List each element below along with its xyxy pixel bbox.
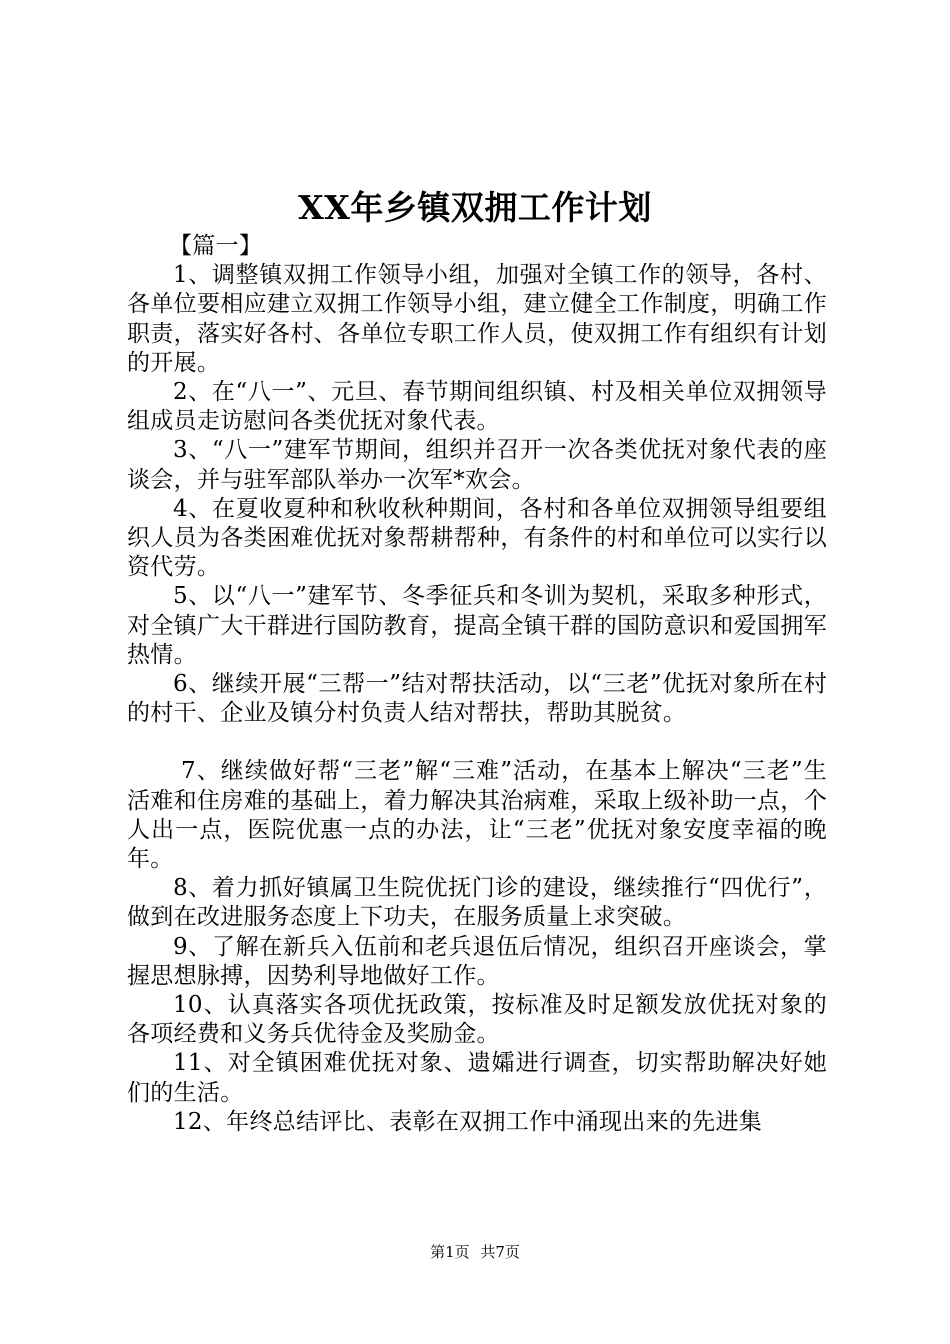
paragraph-6: 6、继续开展“三帮一”结对帮扶活动，以“三老”优抚对象所在村的村干、企业及镇分村负责人结对帮扶，帮助其脱贫。	[127, 671, 827, 727]
paragraph-8: 8、着力抓好镇属卫生院优抚门诊的建设，继续推行“四优行”，做到在改进服务态度上下功夫，在服务质量上求突破。	[127, 875, 827, 931]
paragraph-3: 3、“八一”建军节期间，组织并召开一次各类优抚对象代表的座谈会，并与驻军部队举办一次军*欢会。	[127, 437, 827, 493]
paragraph-5: 5、以“八一”建军节、冬季征兵和冬训为契机，采取多种形式，对全镇广大干群进行国防教育，提高全镇干群的国防意识和爱国拥军热情。	[127, 583, 827, 668]
paragraph-10: 10、认真落实各项优抚政策，按标准及时足额发放优抚对象的各项经费和义务兵优待金及奖励金。	[127, 992, 827, 1048]
document-title: XX年乡镇双拥工作计划	[298, 188, 652, 227]
document-body	[127, 232, 827, 1137]
paragraph-12: 12、年终总结评比、表彰在双拥工作中涌现出来的先进集	[173, 1108, 763, 1135]
paragraph-7: 7、继续做好帮“三老”解“三难”活动，在基本上解决“三老”生活难和住房难的基础上，着力解决其治病难，采取上级补助一点，个人出一点，医院优惠一点的办法，让“三老”优抚对象安度幸福的晚年。	[127, 758, 827, 873]
paragraph-2: 2、在“八一”、元旦、春节期间组织镇、村及相关单位双拥领导组成员走访慰问各类优抚对象代表。	[127, 379, 827, 435]
paragraph-11: 11、对全镇困难优抚对象、遗孀进行调查，切实帮助解决好她们的生活。	[127, 1050, 827, 1106]
section-label: 【篇一】	[169, 233, 263, 259]
page-number: 第1页 共7页	[430, 1243, 520, 1261]
paragraph-4: 4、在夏收夏种和秋收秋种期间，各村和各单位双拥领导组要组织人员为各类困难优抚对象帮耕帮种，有条件的村和单位可以实行以资代劳。	[127, 495, 827, 581]
paragraph-1: 1、调整镇双拥工作领导小组，加强对全镇工作的领导，各村、各单位要相应建立双拥工作领导小组，建立健全工作制度，明确工作职责，落实好各村、各单位专职工作人员，使双拥工作有组织有计划的开展。	[127, 262, 827, 376]
paragraph-9: 9、了解在新兵入伍前和老兵退伍后情况，组织召开座谈会，掌握思想脉搏，因势利导地做好工作。	[127, 933, 827, 989]
